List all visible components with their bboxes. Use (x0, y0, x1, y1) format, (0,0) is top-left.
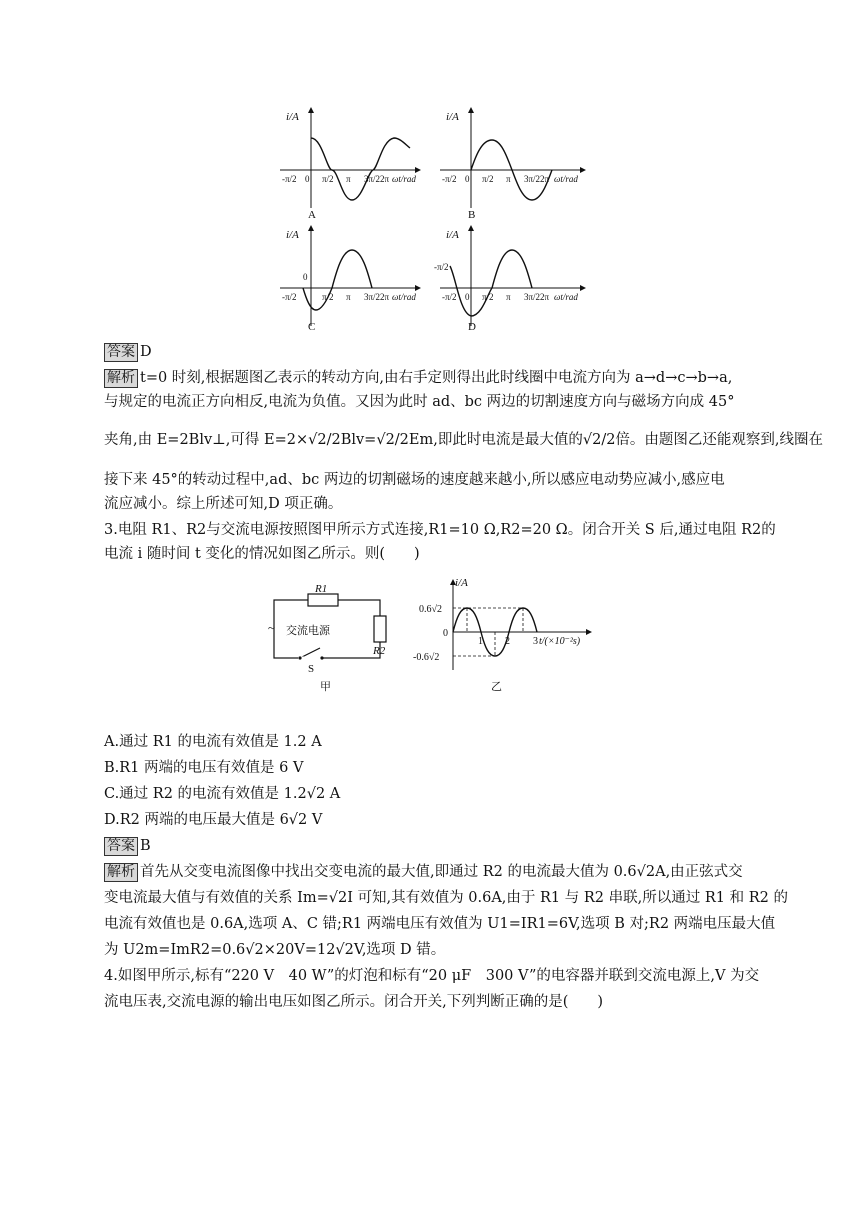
q3-option-d: D.R2 两端的电压最大值是 6√2 V (104, 812, 323, 828)
graph-a-tick-neg-pi2: -π/2 (282, 174, 297, 184)
graph-d-tick-neg-pi2: -π/2 (442, 292, 457, 302)
graph-b-tick-pi2: π/2 (482, 174, 494, 184)
circuit-switch-label: S (308, 663, 315, 675)
graph-c-tick-3pi2: 3π/2 (364, 292, 381, 302)
graph-d-xlabel: ωt/rad (554, 292, 578, 302)
current-graph-xtick-1: 1 (478, 636, 483, 647)
graph-b-tick-2pi: 2π (540, 174, 550, 184)
graph-c-tick-pi: π (346, 292, 351, 302)
q3-option-a: A.通过 R1 的电流有效值是 1.2 A (104, 734, 322, 750)
q3-option-b: B.R1 两端的电压有效值是 6 V (104, 760, 304, 776)
graph-d-caption: D (468, 321, 476, 333)
q3-answer-value: B (140, 838, 151, 854)
q3-answer-tag: 答案 (104, 837, 138, 856)
q2-answer-value: D (140, 344, 152, 360)
current-graph-xtick-3: 3 (533, 636, 538, 647)
resistor-r1 (308, 594, 338, 606)
graph-c-xlabel: ωt/rad (392, 292, 416, 302)
current-graph-ymax: 0.6√2 (419, 604, 442, 615)
graph-c-ylabel: i/A (286, 229, 299, 241)
q2-analysis-tag: 解析 (104, 369, 138, 388)
graph-c-caption: C (308, 321, 316, 333)
graph-c-tick-2pi: 2π (380, 292, 390, 302)
q3-analysis-line-4: 为 U2m=ImR2=0.6√2×20V=12√2V,选项 D 错。 (104, 942, 446, 958)
q2-analysis-line-1 (104, 368, 732, 388)
graph-c-tick-pi2: π/2 (322, 292, 334, 302)
graph-a-ylabel: i/A (286, 111, 299, 123)
current-graph-caption: 乙 (491, 681, 502, 693)
graph-b-tick-pi: π (506, 174, 511, 184)
q3-analysis-tag: 解析 (104, 863, 138, 882)
current-graph-origin: 0 (443, 628, 448, 639)
graph-d-tick-0: 0 (465, 292, 470, 302)
graph-d-ylabel: i/A (446, 229, 459, 241)
graph-a-tick-pi2: π/2 (322, 174, 334, 184)
circuit-source-label: 交流电源 (286, 625, 330, 637)
graph-d-tick-3pi2: 3π/2 (524, 292, 541, 302)
current-graph (405, 574, 595, 694)
q3-analysis-line-3: 电流有效值也是 0.6A,选项 A、C 错;R1 两端电压有效值为 U1=IR1=6V,选项 B 对;R2 两端电压最大值 (104, 916, 776, 932)
q3-analysis-text-1: 首先从交变电流图像中找出交变电流的最大值,即通过 R2 的电流最大值为 0.6√2A,由正弦式交 (140, 864, 743, 880)
current-graph-xtick-2: 2 (505, 636, 510, 647)
graph-b-xlabel: ωt/rad (554, 174, 578, 184)
graph-b-ylabel: i/A (446, 111, 459, 123)
q3-answer-line (104, 836, 151, 856)
current-graph-ymin: -0.6√2 (413, 652, 440, 663)
q2-analysis-line-3: 夹角,由 E=2Blv⊥,可得 E=2×√2/2Blv=√2/2Em,即此时电流是最大值的√2/2倍。由题图乙还能观察到,线圈在 (104, 432, 824, 448)
resistor-r2 (374, 616, 386, 642)
graph-c-tick-0: 0 (303, 272, 308, 282)
circuit-r2-label: R2 (373, 645, 386, 657)
graph-d-tick-2pi: 2π (540, 292, 550, 302)
q2-analysis-text-1: t=0 时刻,根据题图乙表示的转动方向,由右手定则得出此时线圈中电流方向为 a→d→c→b→a, (140, 370, 733, 386)
q2-answer-tag: 答案 (104, 343, 138, 362)
graph-a-xlabel: ωt/rad (392, 174, 416, 184)
sine-graph-set (270, 100, 600, 340)
circuit-r1-label: R1 (315, 584, 328, 595)
q4-stem-line-1: 4.如图甲所示,标有“220 V 40 W”的灯泡和标有“20 μF 300 V”的电容器并联到交流电源上,V 为交 (104, 968, 760, 984)
q3-analysis-line-1 (104, 862, 743, 882)
graph-a-tick-3pi2: 3π/2 (364, 174, 381, 184)
circuit-diagram (262, 584, 392, 694)
q4-stem-line-2: 流电压表,交流电源的输出电压如图乙所示。闭合开关,下列判断正确的是( ) (104, 994, 604, 1010)
graph-b-tick-3pi2: 3π/2 (524, 174, 541, 184)
graph-a-caption: A (308, 209, 316, 221)
graph-d-tick-pi2: π/2 (482, 292, 494, 302)
graph-d-ytick: -π/2 (434, 262, 449, 272)
graph-a-tick-2pi: 2π (380, 174, 390, 184)
graph-c (280, 226, 420, 333)
q3-option-c: C.通过 R2 的电流有效值是 1.2√2 A (104, 786, 341, 802)
q2-analysis-line-5: 流应减小。综上所述可知,D 项正确。 (104, 496, 343, 512)
graph-b-caption: B (468, 209, 476, 221)
ac-source-symbol: ~ (268, 620, 276, 635)
q2-answer-line (104, 342, 152, 362)
graph-b (440, 108, 585, 221)
graph-a-tick-0: 0 (305, 174, 310, 184)
graph-a-tick-pi: π (346, 174, 351, 184)
graph-d-tick-pi: π (506, 292, 511, 302)
current-graph-ylabel: i/A (455, 577, 468, 589)
q2-analysis-line-4: 接下来 45°的转动过程中,ad、bc 两边的切割磁场的速度越来越小,所以感应电动势应减小,感应电 (104, 472, 725, 488)
q2-analysis-line-2: 与规定的电流正方向相反,电流为负值。又因为此时 ad、bc 两边的切割速度方向与磁场方向成 45° (104, 394, 735, 410)
circuit-caption: 甲 (320, 681, 331, 693)
q3-stem-line-2: 电流 i 随时间 t 变化的情况如图乙所示。则( ) (104, 546, 420, 562)
graph-d (434, 226, 585, 333)
current-graph-xlabel: t/(×10⁻²s) (539, 636, 581, 647)
q3-stem-line-1: 3.电阻 R1、R2与交流电源按照图甲所示方式连接,R1=10 Ω,R2=20 Ω。闭合开关 S 后,通过电阻 R2的 (104, 522, 776, 538)
graph-b-tick-0: 0 (465, 174, 470, 184)
graph-b-tick-neg-pi2: -π/2 (442, 174, 457, 184)
graph-c-tick-neg-pi2: -π/2 (282, 292, 297, 302)
q3-analysis-line-2: 变电流最大值与有效值的关系 Im=√2I 可知,其有效值为 0.6A,由于 R1 与 R2 串联,所以通过 R1 和 R2 的 (104, 890, 788, 906)
graph-a (280, 108, 420, 221)
